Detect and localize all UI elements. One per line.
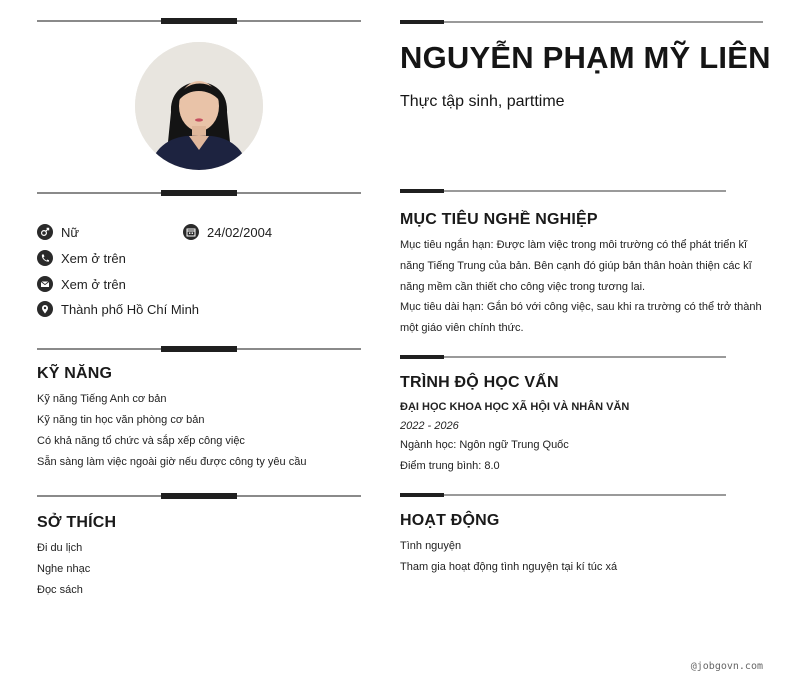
- activity-item: Tham gia hoạt động tình nguyện tại kí túc xá: [400, 561, 618, 573]
- birthdate-row: [183, 224, 272, 240]
- activity-item: Tình nguyện: [400, 540, 462, 552]
- divider-right-1: [400, 189, 726, 193]
- hobbies-title: SỞ THÍCH: [37, 514, 117, 531]
- divider-left-1: [37, 190, 361, 196]
- phone-icon: [37, 250, 53, 266]
- hobby-item: Đi du lịch: [37, 542, 83, 554]
- gender-row: [37, 224, 79, 240]
- calendar-icon: [183, 224, 199, 240]
- address-row: [37, 301, 199, 317]
- birthdate-value: 24/02/2004: [207, 224, 273, 240]
- divider-left-3: [37, 493, 361, 499]
- skill-item: Có khả năng tổ chức và sắp xếp công việc: [37, 435, 245, 447]
- location-pin-icon: [37, 301, 53, 317]
- address-value: Thành phố Hồ Chí Minh: [61, 301, 200, 317]
- education-school: ĐẠI HỌC KHOA HỌC XÃ HỘI VÀ NHÂN VĂN: [400, 401, 630, 413]
- objective-long-term: Mục tiêu dài hạn: Gắn bó với công việc, sau khi ra trường có thể trở thành một giáo viên chính thức.: [400, 301, 762, 334]
- objective-title: MỤC TIÊU NGHỀ NGHIỆP: [400, 211, 598, 228]
- divider-top-left: [37, 18, 361, 24]
- divider-left-2: [37, 346, 361, 352]
- watermark: @jobgovn.com: [690, 661, 763, 672]
- gender-value: Nữ: [61, 224, 80, 240]
- hobby-item: Nghe nhạc: [37, 563, 91, 575]
- divider-right-3: [400, 493, 726, 497]
- education-years: 2022 - 2026: [400, 420, 459, 432]
- skill-item: Kỹ năng Tiếng Anh cơ bản: [37, 393, 167, 405]
- skill-item: Sẵn sàng làm việc ngoài giờ nếu được công ty yêu cầu: [37, 456, 307, 468]
- phone-row: [37, 250, 126, 266]
- education-major: Ngành học: Ngôn ngữ Trung Quốc: [400, 439, 569, 451]
- phone-value: Xem ở trên: [61, 250, 126, 266]
- education-gpa: Điểm trung bình: 8.0: [400, 460, 500, 472]
- divider-right-2: [400, 355, 726, 359]
- skill-item: Kỹ năng tin học văn phòng cơ bản: [37, 414, 205, 426]
- hobby-item: Đọc sách: [37, 584, 83, 596]
- divider-top-right: [400, 20, 763, 24]
- email-row: [37, 276, 126, 292]
- job-title: Thực tập sinh, parttime: [400, 93, 565, 110]
- profile-photo: [135, 42, 263, 170]
- mail-icon: [37, 276, 53, 292]
- email-value: Xem ở trên: [61, 276, 126, 292]
- candidate-name: NGUYỄN PHẠM MỸ LIÊN: [400, 40, 771, 75]
- education-title: TRÌNH ĐỘ HỌC VẤN: [400, 374, 559, 391]
- gender-icon: [37, 224, 53, 240]
- skills-title: KỸ NĂNG: [37, 365, 113, 382]
- activities-title: HOẠT ĐỘNG: [400, 512, 500, 529]
- objective-short-term: Mục tiêu ngắn hạn: Được làm việc trong môi trường có thể phát triển kĩ năng Tiếng Trung của bản. Bên cạnh đó giúp bản thân hoàn thiện các kĩ năng mềm cần thiết cho công việc trong tương lai.: [400, 239, 752, 293]
